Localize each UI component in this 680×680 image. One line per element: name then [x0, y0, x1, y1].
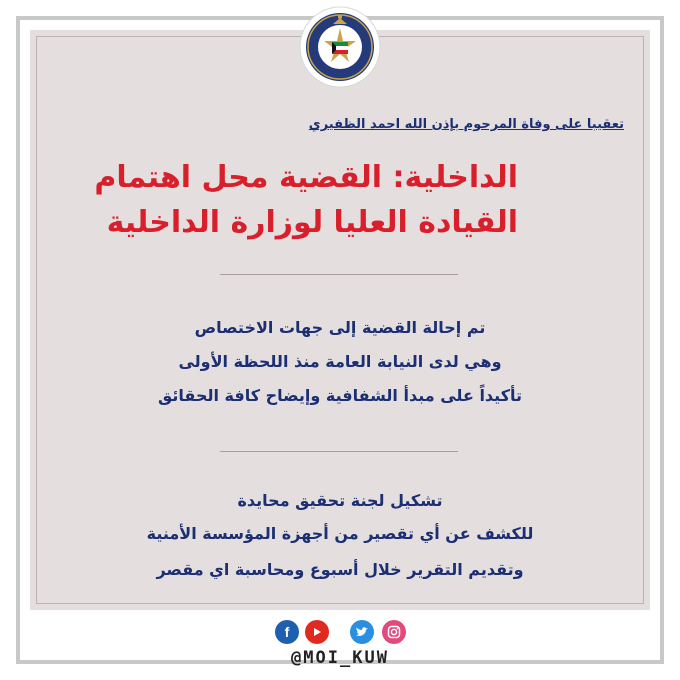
- section1-line: تأكيداً على مبدأ الشفافية وإيضاح كافة الحقائق: [157, 386, 523, 405]
- instagram-icon[interactable]: [382, 620, 406, 644]
- moi-emblem-logo: [299, 6, 381, 88]
- youtube-icon[interactable]: [305, 620, 329, 644]
- section1-line: تم إحالة القضية إلى جهات الاختصاص: [194, 318, 486, 337]
- section2-line: وتقديم التقرير خلال أسبوع ومحاسبة اي مقصر: [156, 560, 524, 579]
- divider: [220, 274, 458, 275]
- divider: [220, 451, 458, 452]
- facebook-icon[interactable]: f: [275, 620, 299, 644]
- post-subtitle: تعقيبا على وفاة المرحوم بإذن الله احمد الظفيري: [308, 117, 624, 132]
- headline-line-1: الداخلية: القضية محل اهتمام: [94, 160, 518, 195]
- section1-line: وهي لدى النيابة العامة منذ اللحظة الأولى: [178, 352, 502, 371]
- section2-line: تشكيل لجنة تحقيق محايدة: [237, 491, 443, 510]
- twitter-icon[interactable]: [350, 620, 374, 644]
- headline-line-2: القيادة العليا لوزارة الداخلية: [106, 205, 518, 240]
- account-handle: @MOI_KUW: [291, 648, 389, 668]
- section2-line: للكشف عن أي تقصير من أجهزة المؤسسة الأمنية: [146, 524, 534, 543]
